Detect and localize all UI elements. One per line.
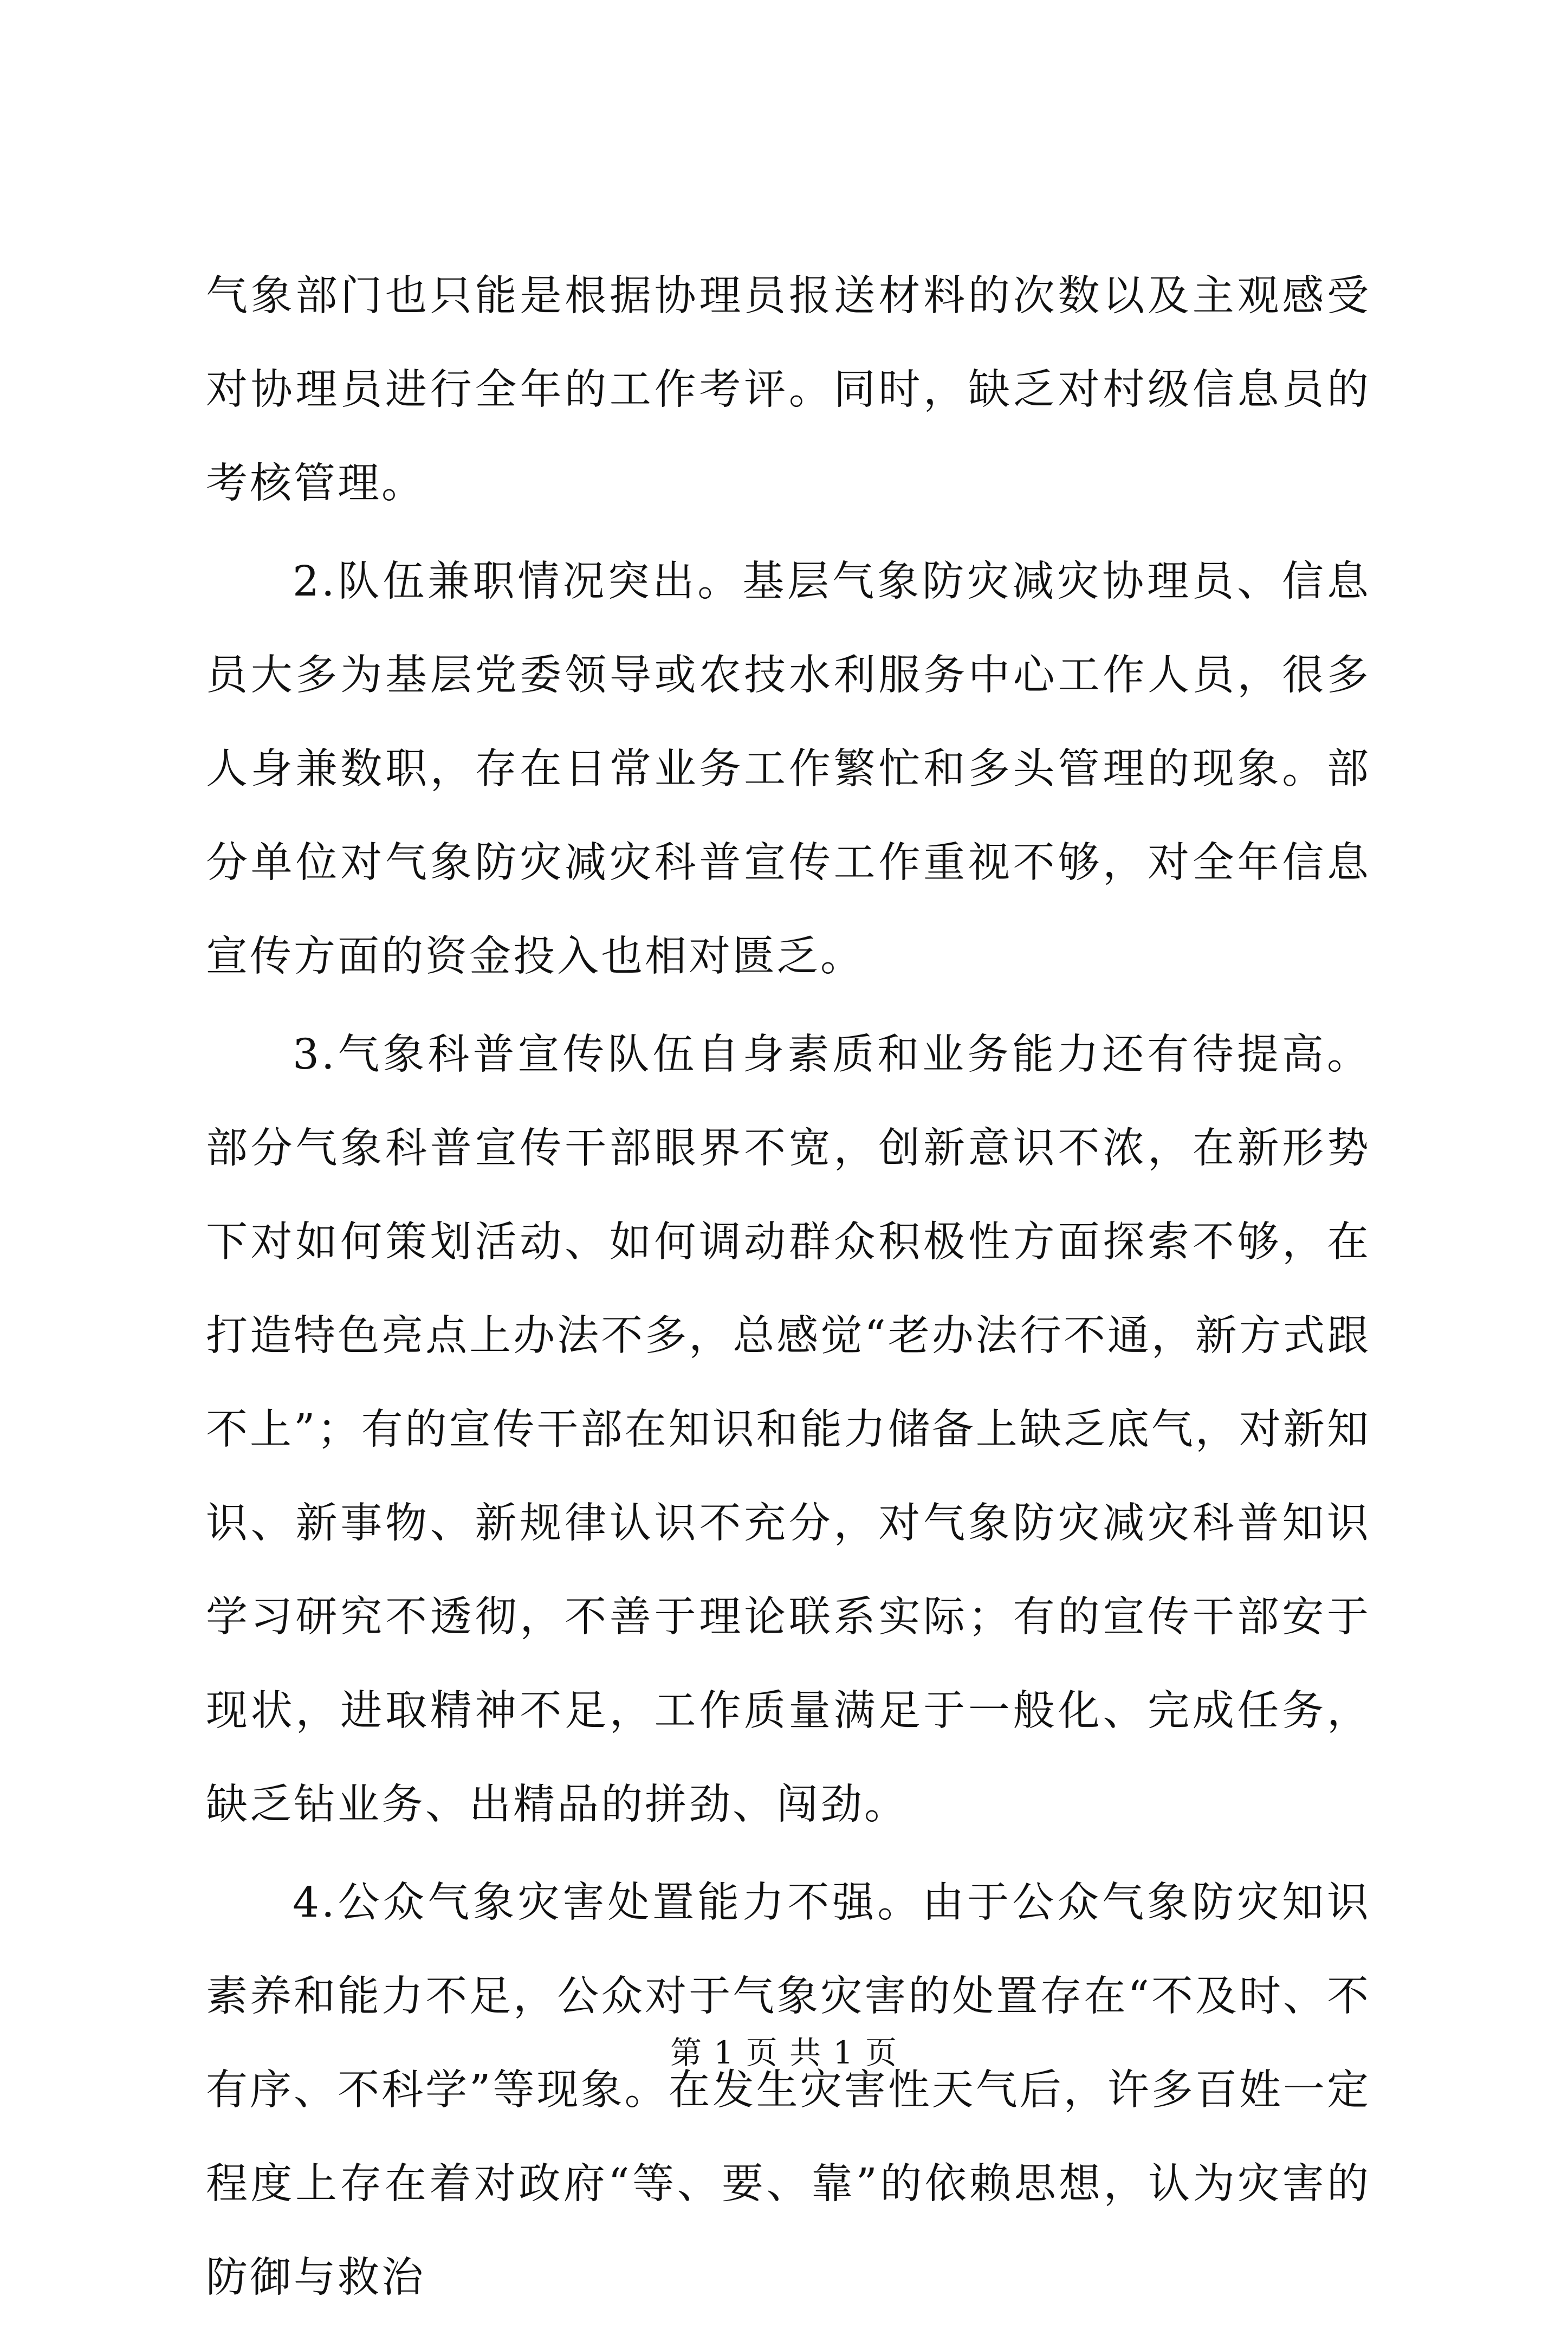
document-body	[206, 249, 1371, 2329]
paragraph-continuation: 气象部门也只能是根据协理员报送材料的次数以及主观感受对协理员进行全年的工作考评。同时，缺乏对村级信息员的考核管理。	[206, 272, 1371, 508]
paragraph-item-4: 4.公众气象灾害处置能力不强。由于公众气象防灾知识素养和能力不足，公众对于气象灾害的处置存在“不及时、不有序、不科学”等现象。在发生灾害性天气后，许多百姓一定程度上存在着对政府“等、要、靠”的依赖思想，认为灾害的防御与救治	[206, 1879, 1371, 2302]
page-footer: 第 1 页 共 1 页	[670, 2034, 898, 2071]
paragraph-item-3: 3.气象科普宣传队伍自身素质和业务能力还有待提高。部分气象科普宣传干部眼界不宽，创新意识不浓，在新形势下对如何策划活动、如何调动群众积极性方面探索不够，在打造特色亮点上办法不多，总感觉“老办法行不通，新方式跟不上”；有的宣传干部在知识和能力储备上缺乏底气，对新知识、新事物、新规律认识不充分，对气象防灾减灾科普知识学习研究不透彻，不善于理论联系实际；有的宣传干部安于现状，进取精神不足，工作质量满足于一般化、完成任务，缺乏钻业务、出精品的拼劲、闯劲。	[206, 1031, 1371, 1829]
paragraph-item-2: 2.队伍兼职情况突出。基层气象防灾减灾协理员、信息员大多为基层党委领导或农技水利服务中心工作人员，很多人身兼数职，存在日常业务工作繁忙和多头管理的现象。部分单位对气象防灾减灾科普宣传工作重视不够，对全年信息宣传方面的资金投入也相对匮乏。	[206, 558, 1371, 981]
